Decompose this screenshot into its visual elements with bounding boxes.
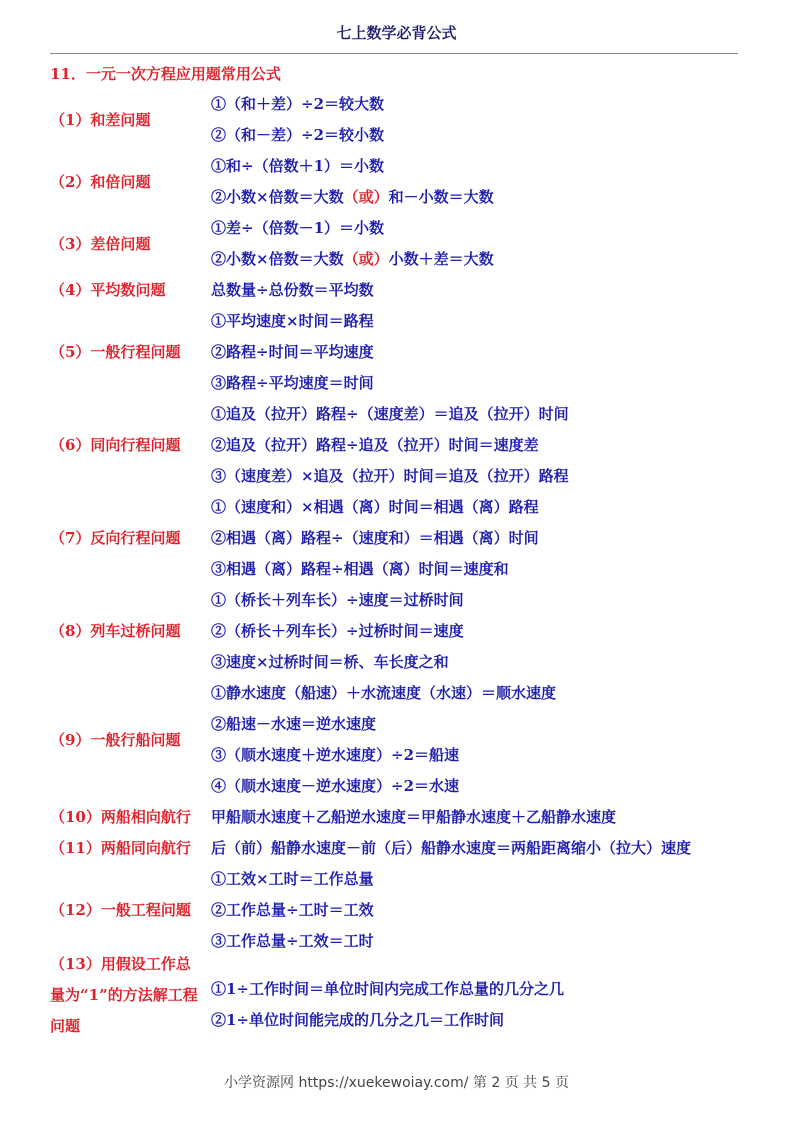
problem-type-label: （3）差倍问题 [50, 234, 151, 253]
formula-line: ①静水速度（船速）＋水流速度（水速）＝顺水速度 [211, 684, 557, 702]
header-divider [50, 53, 738, 54]
formula-line: 甲船顺水速度＋乙船逆水速度＝甲船静水速度＋乙船静水速度 [211, 808, 617, 826]
formula-line: ①追及（拉开）路程÷（速度差）＝追及（拉开）时间 [211, 405, 569, 423]
formula-line: ②（和－差）÷2＝较小数 [211, 126, 385, 144]
section-title: 11．一元一次方程应用题常用公式 [50, 65, 281, 83]
formula-part: 和－小数＝大数 [388, 188, 494, 206]
page-footer: 小学资源网 https://xuekewoiay.com/ 第 2 页 共 5 页 [224, 1075, 569, 1091]
page-header-title: 七上数学必背公式 [336, 24, 457, 42]
problem-type-label: （7）反向行程问题 [50, 529, 181, 547]
problem-type-label: （6）同向行程问题 [50, 436, 181, 454]
formula-line: ②1÷单位时间能完成的几分之几＝工作时间 [211, 1011, 505, 1029]
problem-type-label: （8）列车过桥问题 [50, 622, 181, 640]
formula-line: ①平均速度×时间＝路程 [211, 312, 374, 330]
formula-line: ③工作总量÷工效＝工时 [211, 932, 374, 950]
formula-line: ③相遇（离）路程÷相遇（离）时间＝速度和 [211, 560, 509, 578]
or-marker: （或） [343, 250, 389, 268]
formula-line: ①1÷工作时间＝单位时间内完成工作总量的几分之几 [211, 980, 565, 998]
problem-type-label: （2）和倍问题 [50, 172, 151, 191]
formula-line [211, 248, 494, 269]
problem-type-label: （9）一般行船问题 [50, 730, 181, 749]
formula-line: ②船速－水速＝逆水速度 [211, 715, 377, 733]
problem-type-label: （4）平均数问题 [50, 281, 166, 299]
formula-line: ③（速度差）×追及（拉开）时间＝追及（拉开）路程 [211, 467, 569, 485]
formula-line: ②工作总量÷工时＝工效 [211, 901, 374, 919]
formula-line: ②（桥长＋列车长）÷过桥时间＝速度 [211, 622, 464, 640]
formula-line: ①（桥长＋列车长）÷速度＝过桥时间 [211, 591, 464, 609]
formula-line [211, 186, 494, 207]
formula-line: ③（顺水速度＋逆水速度）÷2＝船速 [211, 746, 460, 764]
problem-type-label: （10）两船相向航行 [50, 808, 191, 826]
formula-line: ①（和＋差）÷2＝较大数 [211, 95, 385, 113]
formula-line: ①差÷（倍数－1）＝小数 [211, 219, 385, 237]
formula-line: ③路程÷平均速度＝时间 [211, 374, 374, 392]
formula-line: ②追及（拉开）路程÷追及（拉开）时间＝速度差 [211, 436, 539, 454]
problem-type-label: （12）一般工程问题 [50, 901, 191, 919]
formula-line: ②相遇（离）路程÷（速度和）＝相遇（离）时间 [211, 529, 539, 547]
formula-line: ①和÷（倍数＋1）＝小数 [211, 157, 385, 175]
problem-type-label: （11）两船同向航行 [50, 839, 191, 857]
formula-part: ②小数×倍数＝大数 [211, 250, 344, 268]
problem-type-label: （13）用假设工作总量为“1”的方法解工程问题 [50, 955, 198, 1035]
formula-line: ①（速度和）×相遇（离）时间＝相遇（离）路程 [211, 498, 539, 516]
formula-line: ④（顺水速度－逆水速度）÷2＝水速 [211, 777, 460, 795]
formula-line: ③速度×过桥时间＝桥、车长度之和 [211, 653, 449, 671]
problem-type-label: （5）一般行程问题 [50, 343, 181, 361]
problem-type-label: （1）和差问题 [50, 110, 151, 129]
formula-line: 总数量÷总份数＝平均数 [211, 281, 374, 299]
formula-line: 后（前）船静水速度－前（后）船静水速度＝两船距离缩小（拉大）速度 [211, 839, 692, 857]
or-marker: （或） [343, 188, 389, 206]
formula-part: 小数＋差＝大数 [388, 250, 494, 268]
formula-line: ②路程÷时间＝平均速度 [211, 343, 374, 361]
formula-line: ①工效×工时＝工作总量 [211, 870, 374, 888]
formula-part: ②小数×倍数＝大数 [211, 188, 344, 206]
